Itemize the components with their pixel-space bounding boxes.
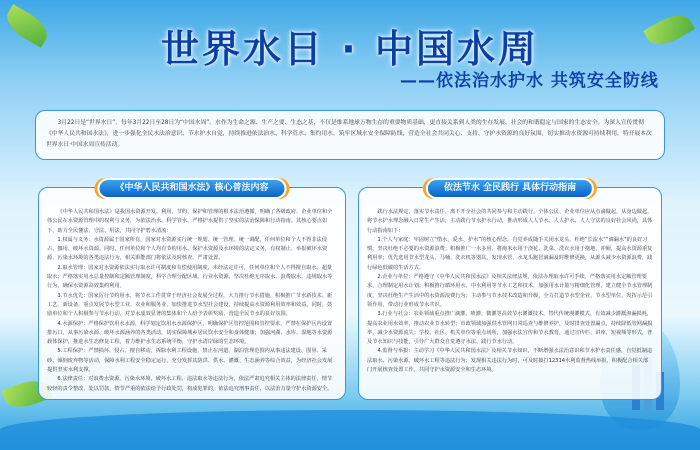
water-law-heading: 《中华人民共和国水法》核心普法内容: [97, 178, 286, 199]
paragraph: 1.个人与家庭：牢固树立“惜水、爱水、护水”的核心理念，自觉养成随手关闭水龙头、杜绝“长流水”“滴漏水”的良好习惯，坚决杜绝不必要的水资源浪费；积极推广一水多用，将淘米水用于浇花、洗菜、洗衣水用于拖地、冲厕，提高水资源重复利用率；优先选用节水型龙头、马桶、洗衣机等器具，发现水管、水龙头跑冒滴漏及时维修更换，从源头减少水资源浪费，践行绿色低碳的生活方式。: [367, 236, 653, 271]
paragraph: 6.法律责任：对浪费水资源、污染水环境、破坏水工程、违法取水等违法行为，依法严肃追究相关主体的法律责任，情节较轻的责令整改、处以罚款，情节严重的依法给予行政处罚，构成犯罪的，依法追究刑事责任，以法治力量守护水资源安全。: [47, 376, 333, 392]
poster-subtitle: ——依法治水护水 共筑安全防线: [400, 71, 659, 91]
paragraph: 2.取水管理：国家对水资源依法实行取水许可制度和有偿使用制度，未经法定许可，任何单位和个人不得擅自取水、超量取水；严格落实用水总量控制和定额管理制度，科学合理分配区域、行业水资源，坚决杜绝无序取水、浪费取水、违规取水等行为，确保水资源高效集约利用。: [47, 264, 333, 290]
paragraph: 践行水法规定，落实节水责任，离不开全社会的共同参与和主动践行。全体公民、企业单位应从点滴做起、从身边做起，将节水护水理念融入日常生产生活，主动践行节水护水行动，推动形成人人节水、人人护水、人人守法的良好社会风尚，具体行动指南如下：: [367, 209, 653, 234]
paragraph: 4.水源保护：严格保护饮用水水源，科学划定饮用水水源保护区，明确保护区管控范围和管控要求，严禁在保护区内设置排污口、从事污染水源、破坏水源涵养的各类活动，切实保障城乡居民饮水安全和身体健康；加强河湖、水库、湿地等水资源载体保护，推进水生态修复工程，着力维护水生态系统平衡，守护水清岸绿的生态环境。: [47, 320, 333, 346]
poster-title: 世界水日 · 中国水周: [161, 27, 539, 71]
action-guide-heading: 依法节水 全民践行 具体行动指南: [426, 178, 594, 199]
paragraph: 5.工程保护：严禁损坏、侵占、擅自移动、拆除水利工程设施，禁止在河道、湖泊管理范围内从事违法建设、围垦、采砂、倾倒废弃物等活动，保障水利工程安全稳定运行，充分发挥其防洪、供水、灌溉、生态涵养等综合效益，为经济社会发展提供坚实水利支撑。: [47, 348, 333, 374]
paragraph: 4.监督与举报：主动学习《中华人民共和国水法》及相关节水知识，不断增强水法治意识和节水护水责任感，自觉抵制违法取水、污染水源、破坏水工程等违法行为；发现相关违法行为时，可及时拨打12314水利监督热线举报，积极配合相关部门开展核查处置工作，共同守护水资源安全和生态环境。: [367, 348, 653, 374]
paragraph: 3.行业与社会：农业领域重点推广滴灌、喷灌、微灌等高效节水灌溉技术，替代传统漫灌模式，有效减少灌溉渗漏损耗，提高农业用水效率，推动农业节水转型；市政领域加强供水管网日常巡查与维修养护，及时排查处置漏点，持续降低管网漏损率，减少水资源流失；学校、社区、机关单位等重点场所，加强水法宣传和节水教育，通过宣传栏、讲座、短视频等形式，普及节水知识与技能，引导广大群众自觉遵守水法、践行节水行动。: [367, 311, 653, 346]
paragraph: 2.企业与单位：严格遵守《中华人民共和国水法》及相关法律法规，依法办理取水许可手续，严格落实用水定额管理要求，合理制定用水计划；积极推行循环用水、中水利用等节水工艺和技术，加强用水计量与精细化管理，建立健全节水管理制度，坚决杜绝生产生活中的水资源浪费行为；主动参与节水技术改造和升级，全力打造节水型企业、节水型单位，发挥示范引领作用，带动行业形成节水共识。: [367, 274, 653, 308]
water-law-panel: [38, 183, 346, 400]
paragraph: 3.节水优先：国家厉行节约用水，将节水工作贯穿于经济社会发展全过程，大力推行节水措施，积极推广节水新技术、新工艺、新设备，重点发展节水型工业、农业和服务业，加快推进节水型社会建设，持续提高水资源利用效率和效益。同时，鼓励单位和个人积极参与节水行动，对节水成效显著的集体和个人给予表彰奖励，营造全民节水的良好氛围。: [47, 292, 333, 318]
paragraph: 《中华人民共和国水法》是我国水资源开发、利用、节约、保护和管理的根本法治遵循，明确了各级政府、企业单位和全体公民在水资源管理中的权利与义务，为依法治水、科学管水、严格护水提供了坚实的法治保障和行动指南。其核心要点如下，助力全民懂法、守法、用法，共同守护碧水清流：: [47, 209, 333, 234]
wave-decoration: [0, 410, 700, 450]
intro-box: 3月22日是“世界水日”，每年3月22日至28日为“中国水周”。水作为生命之源、生产之要、生态之基，不仅是维系地球万物生存的重要物质基础，更直接关系到人类的生存发展、社会的和谐稳定与国家的生态安全。为深入宣传贯彻《中华人民共和国水法》，进一步强化全民水法治意识、节水护水自觉，持续推进依法治水、科学管水、集约用水，筑牢区域水安全保障防线，营造全社会共同关心、支持、守护水资源的良好氛围，切实推动水资源可持续利用，特开展本次世界水日·中国水周宣传活动。: [35, 110, 665, 160]
paragraph: 1.权属与义务：水资源属于国家所有，国家对水资源实行统一规划、统一管理、统一调配，任何单位和个人不得非法侵占、挪用、破坏水资源。同时，任何单位和个人均有节约用水、保护水资源及水环境的法定义务，有权制止、举报破坏水资源、污染水环境的各类违法行为，相关职能部门将依法及时核查、严肃处置。: [47, 236, 328, 262]
action-guide-panel: [358, 183, 662, 400]
